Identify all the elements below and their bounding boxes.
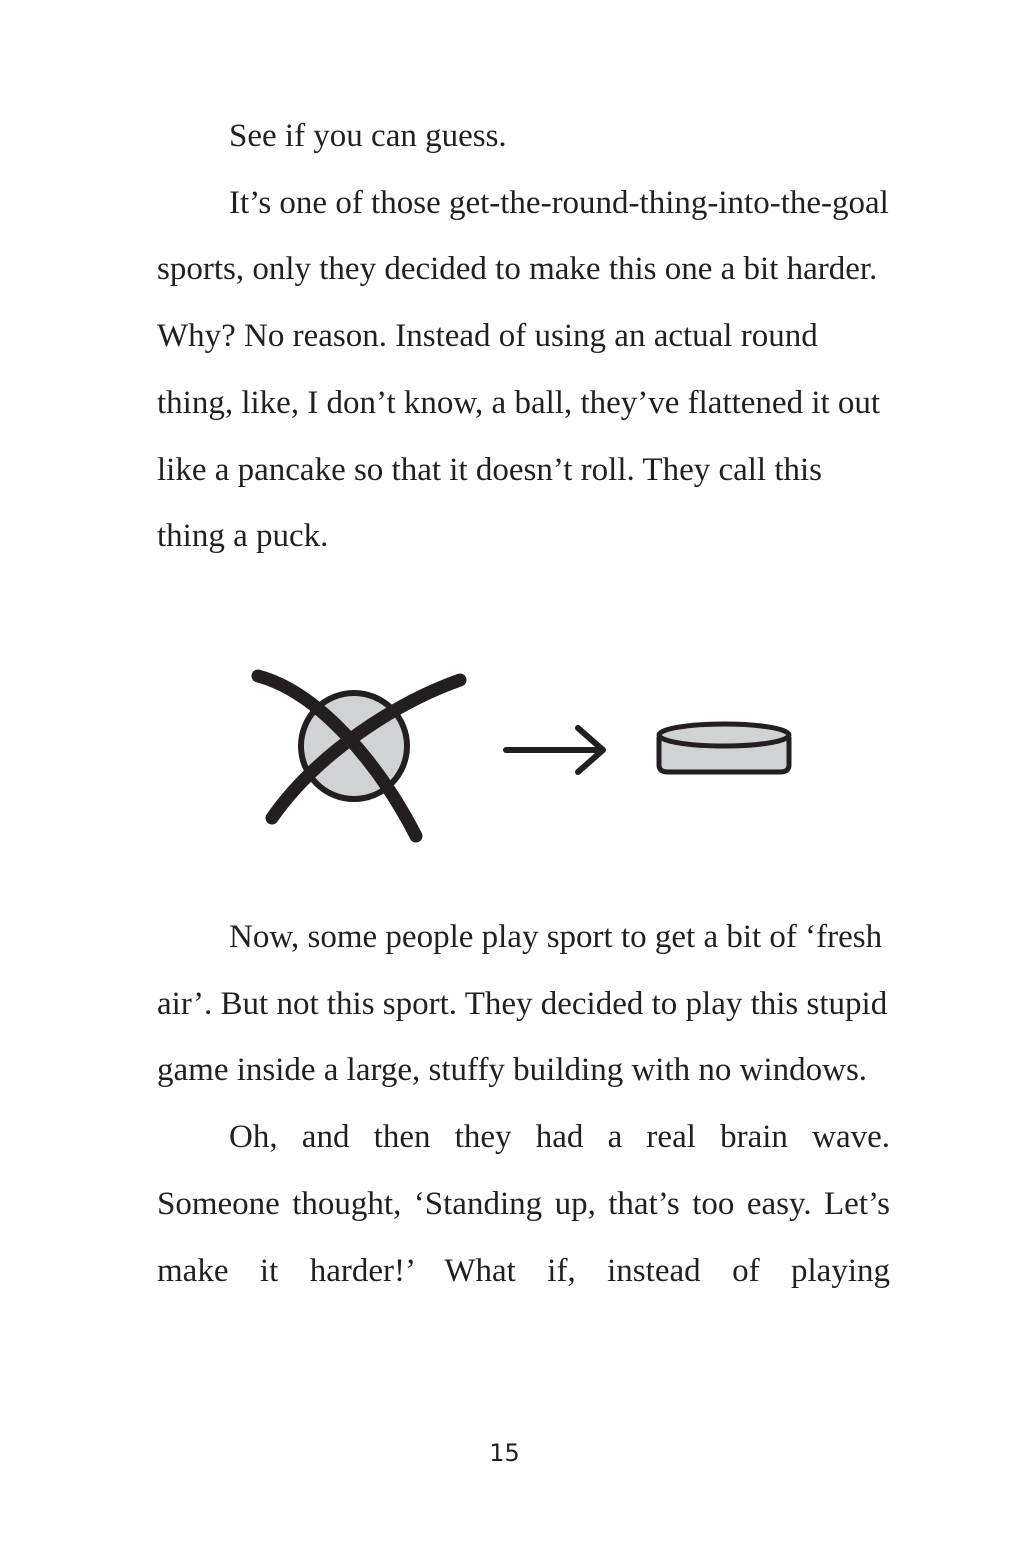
paragraph-fresh-air: Now, some people play sport to get a bit of ‘fresh air’. But not this sport. They decided to play this stupid game inside a large, stuffy building with no windows. xyxy=(157,919,888,1089)
paragraph-brain-wave: Oh, and then they had a real brain wave. Someone thought, ‘Standing up, that’s too easy. Let’s make it harder!’ What if, instead of playing xyxy=(157,1119,890,1289)
paragraph-guess: See if you can guess. xyxy=(229,118,507,154)
page-number: 15 xyxy=(489,1439,520,1467)
paragraph-puck: It’s one of those get-the-round-thing-into-the-goal sports, only they decided to make this one a bit harder. Why? No reason. Instead of using an actual round thing, like, I don’t know, a ball, they’ve flattened it out like a pancake so that it doesn’t roll. They call this thing a puck. xyxy=(157,184,889,555)
crossed-out-ball-icon xyxy=(258,676,460,836)
text-block-bottom xyxy=(157,904,890,1304)
arrow-right-icon xyxy=(506,728,603,772)
text-block-top xyxy=(157,103,890,570)
puck-icon xyxy=(659,724,789,772)
ball-to-puck-illustration xyxy=(248,662,808,852)
